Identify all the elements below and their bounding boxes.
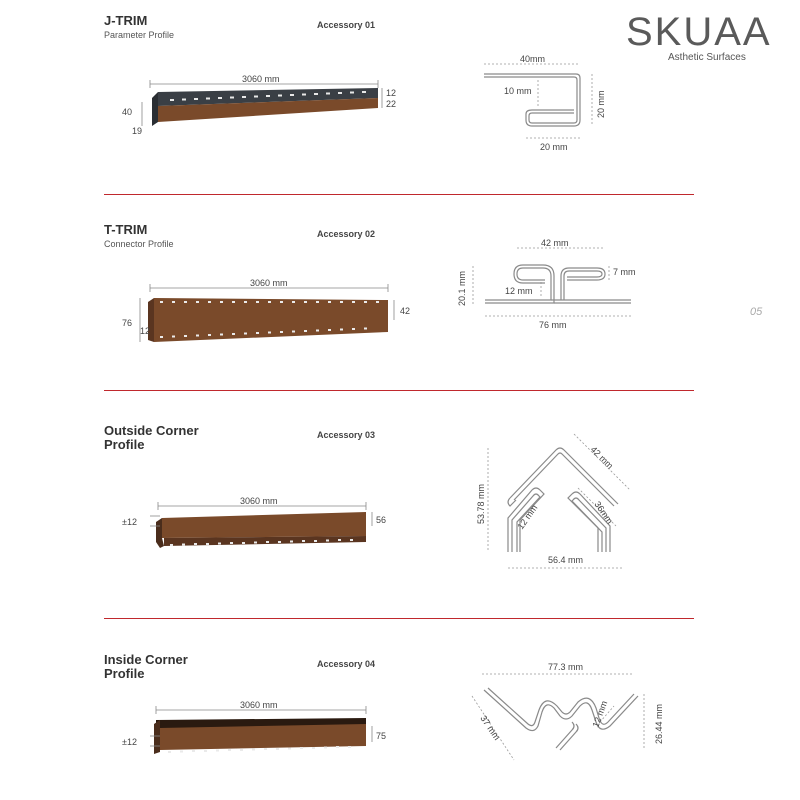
section-subtitle-jtrim: Parameter Profile xyxy=(104,30,175,40)
inside-corner-title-line1: Inside Corner xyxy=(104,652,188,667)
jtrim-profile-height: 20 mm xyxy=(596,90,606,118)
section-subtitle-ttrim: Connector Profile xyxy=(104,239,174,249)
jtrim-depth-label: 19 xyxy=(132,126,143,136)
outside-corner-profile-diag-top: 42 mm xyxy=(588,444,616,471)
jtrim-profile-drawing xyxy=(480,52,620,152)
inside-corner-profile-diag: 37 mm xyxy=(478,713,503,742)
outside-corner-right-label: 56 xyxy=(376,515,387,525)
ttrim-inner-label: 12 xyxy=(140,326,151,336)
jtrim-profile-bottom: 20 mm xyxy=(540,142,568,152)
brand-name: SKUAA xyxy=(626,10,772,54)
ttrim-profile-inner: 12 mm xyxy=(505,286,533,296)
brand-tagline: Asthetic Surfaces xyxy=(668,52,746,63)
jtrim-length-label: 3060 mm xyxy=(242,74,280,84)
outside-corner-profile-width: 56.4 mm xyxy=(548,555,584,565)
section-title-ttrim: T-TRIM xyxy=(104,222,148,237)
page-number: 05 xyxy=(750,306,763,318)
ttrim-height-label: 76 xyxy=(122,318,133,328)
jtrim-profile-top: 40mm xyxy=(520,54,546,64)
inside-corner-profile-height: 26.44 mm xyxy=(654,703,664,744)
section-title-outside-corner xyxy=(104,424,199,452)
outside-corner-profile-drawing xyxy=(470,428,640,578)
jtrim-lip-bottom-label: 22 xyxy=(386,99,397,109)
outside-corner-product-image xyxy=(120,492,400,562)
ttrim-profile-gap: 7 mm xyxy=(613,267,636,277)
inside-corner-profile-inner: 12 mm xyxy=(590,699,610,729)
outside-corner-length-label: 3060 mm xyxy=(240,496,278,506)
inside-corner-profile-drawing xyxy=(462,656,672,766)
jtrim-lip-top-label: 12 xyxy=(386,88,397,98)
jtrim-profile-inner: 10 mm xyxy=(504,86,532,96)
ttrim-product-image xyxy=(120,276,420,346)
section-title-inside-corner xyxy=(104,653,188,681)
outside-corner-title-line2: Profile xyxy=(104,437,145,452)
section-divider-3 xyxy=(104,618,694,619)
accessory-label-3: Accessory 03 xyxy=(317,430,376,440)
ttrim-profile-drawing xyxy=(455,236,645,332)
ttrim-right-label: 42 xyxy=(400,306,411,316)
jtrim-product-image xyxy=(120,70,410,140)
ttrim-profile-top: 42 mm xyxy=(541,238,569,248)
jtrim-height-label: 40 xyxy=(122,107,133,117)
outside-corner-profile-diag-inner: 36mm xyxy=(592,499,615,526)
inside-corner-title-line2: Profile xyxy=(104,666,145,681)
inside-corner-product-image xyxy=(120,696,400,766)
ttrim-profile-width: 76 mm xyxy=(539,320,567,330)
inside-corner-profile-width: 77.3 mm xyxy=(548,662,584,672)
inside-corner-left-label: ±12 xyxy=(122,737,137,747)
ttrim-length-label: 3060 mm xyxy=(250,278,288,288)
section-divider-2 xyxy=(104,390,694,391)
brand-logo xyxy=(626,10,786,63)
inside-corner-right-label: 75 xyxy=(376,731,387,741)
inside-corner-length-label: 3060 mm xyxy=(240,700,278,710)
section-title-jtrim: J-TRIM xyxy=(104,13,148,28)
outside-corner-left-label: ±12 xyxy=(122,517,137,527)
accessory-label-4: Accessory 04 xyxy=(317,659,376,669)
accessory-label-1: Accessory 01 xyxy=(317,20,376,30)
outside-corner-profile-inner: 12 mm xyxy=(515,502,540,532)
section-divider-1 xyxy=(104,194,694,195)
ttrim-profile-height: 20.1 mm xyxy=(457,270,467,306)
outside-corner-profile-height: 53.78 mm xyxy=(476,483,486,524)
outside-corner-title-line1: Outside Corner xyxy=(104,423,199,438)
accessory-label-2: Accessory 02 xyxy=(317,229,376,239)
